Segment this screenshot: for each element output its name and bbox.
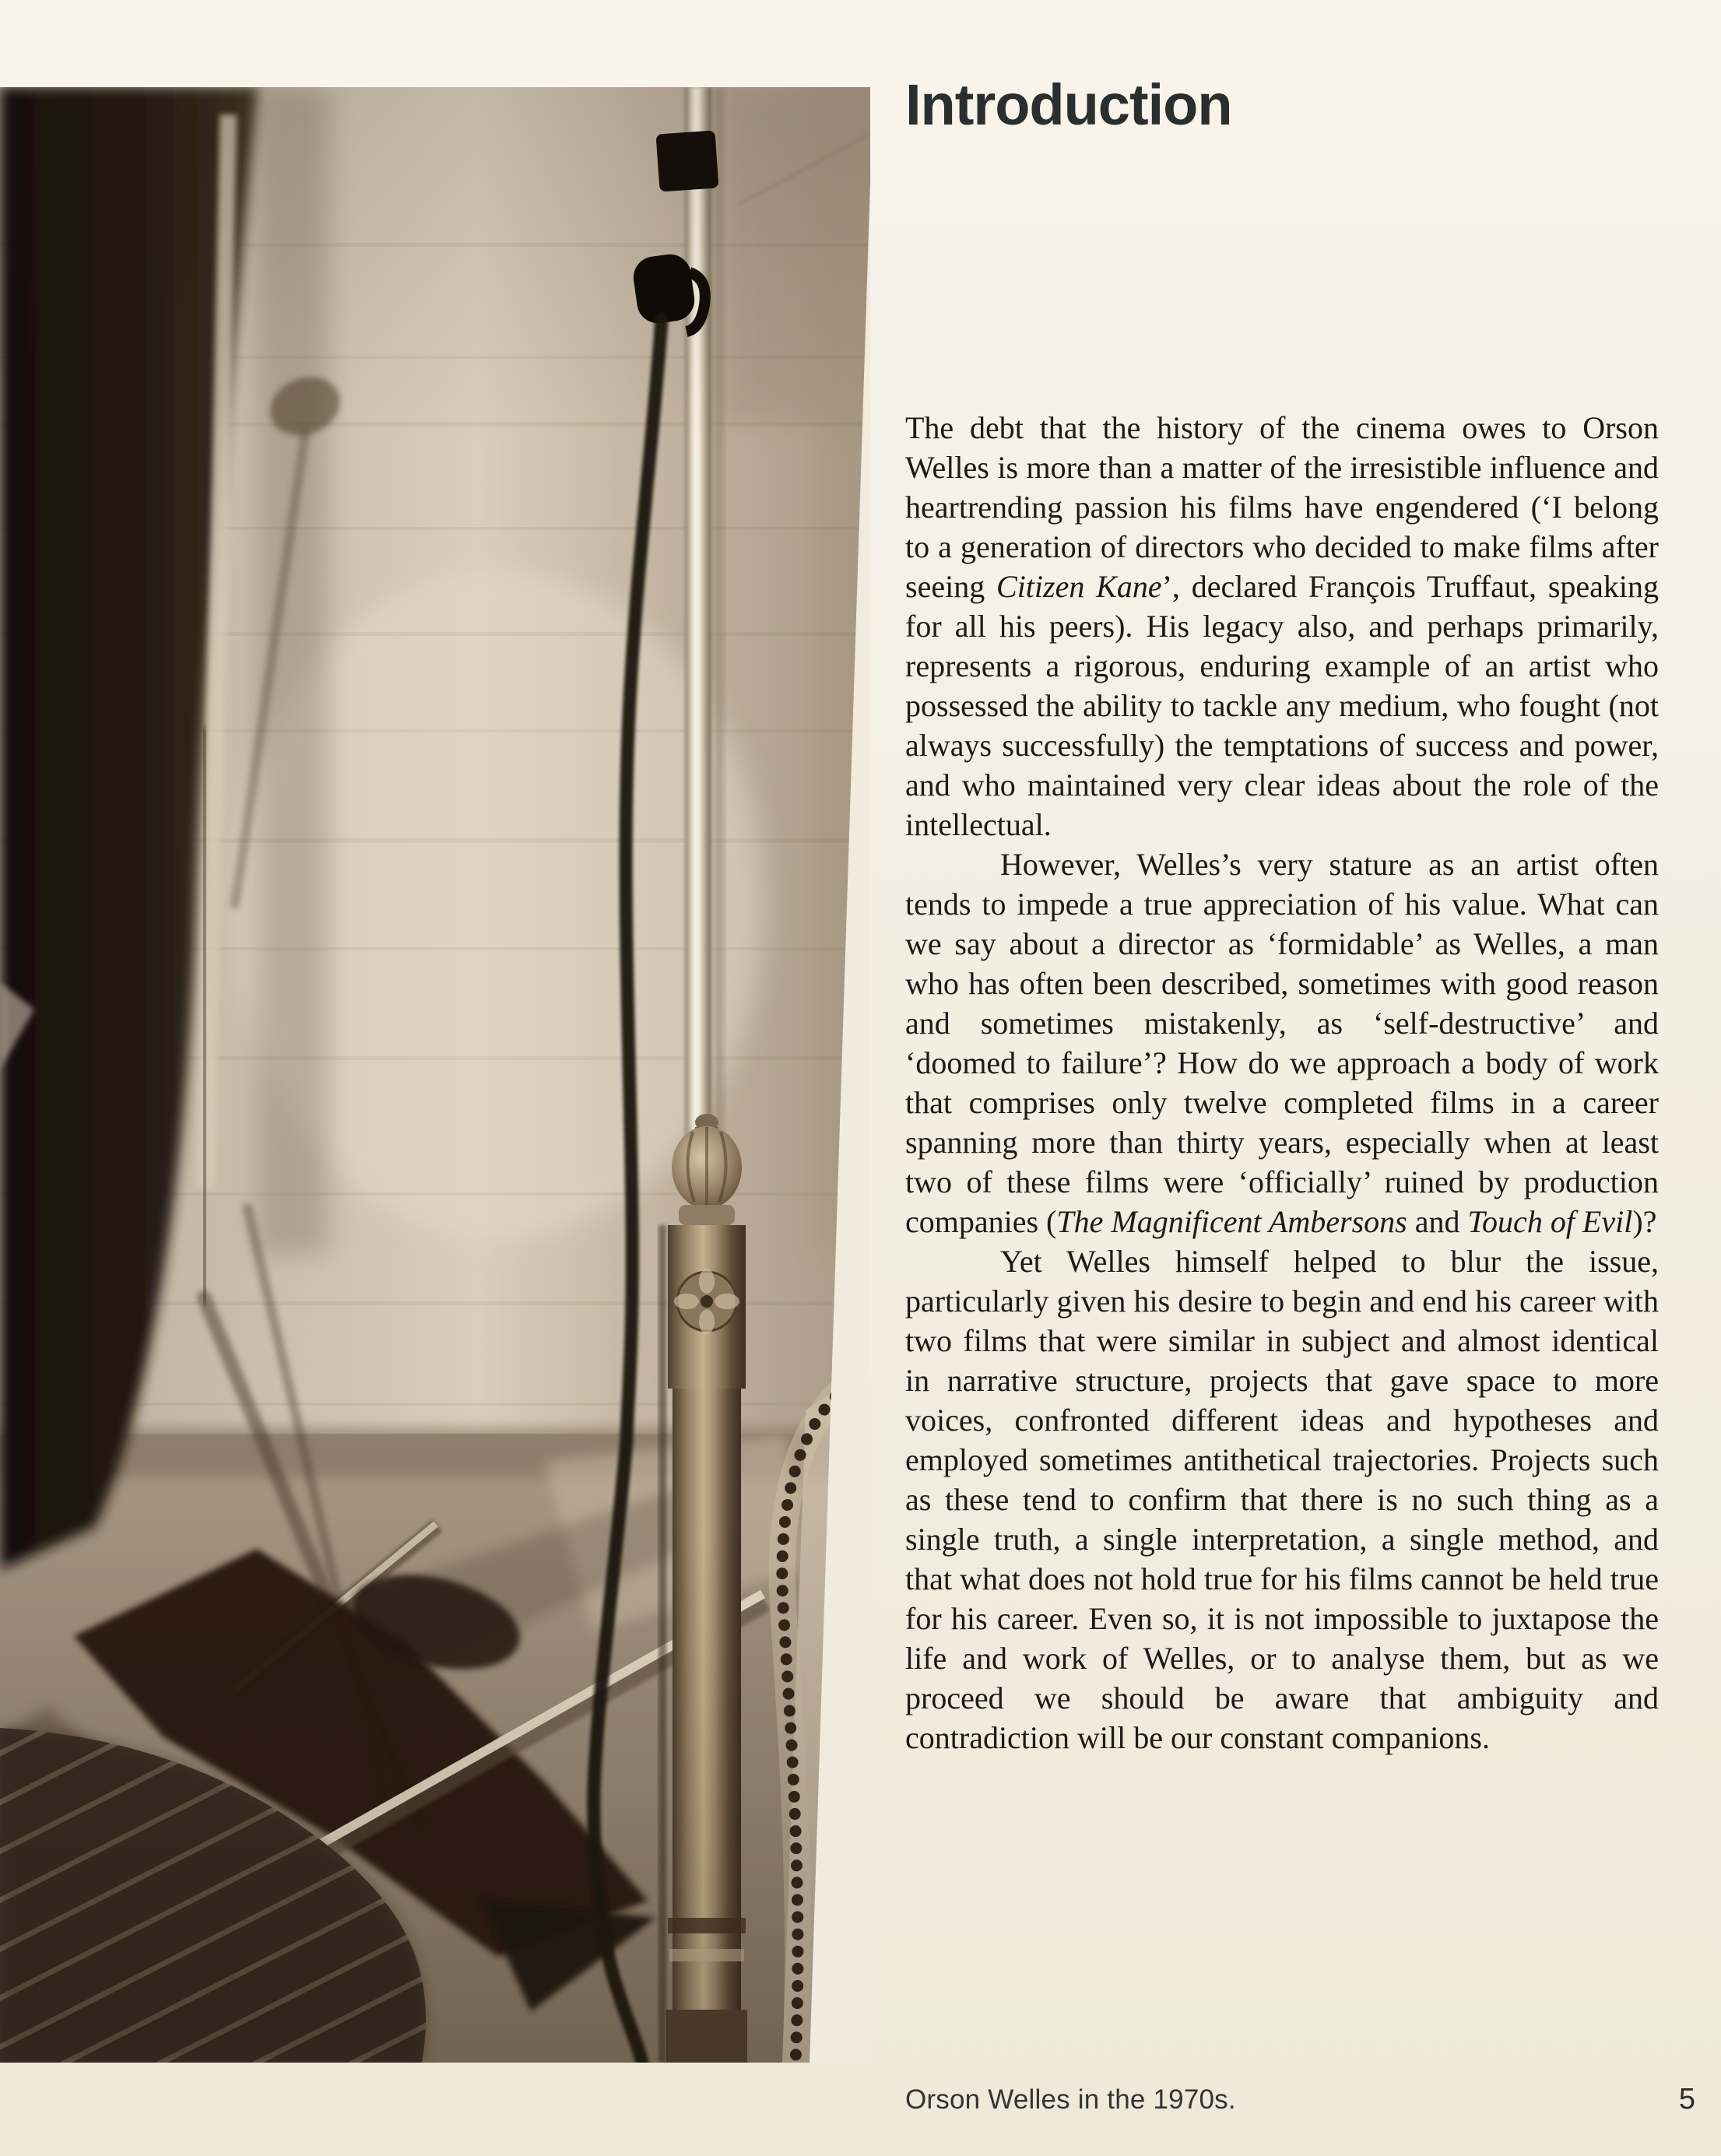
text-run: However, Welles’s very stature as an artist often tends to impede a true appreciation of his value. What can we say about a director as ‘formidable’ as Welles, a man who has often been described, sometimes with good reason and sometimes mistakenly, as ‘self-destructive’ and ‘doomed to failure’? How do we approach a body of work that comprises only twelve completed films in a career spanning more than thirty years, especially when at least two of these films were ‘officially’ ruined by production companies ( bbox=[905, 847, 1659, 1239]
photo-orson-welles-1970s bbox=[0, 87, 870, 2063]
text-run: The debt that the history of the cinema owes to Orson Welles is more than a matter of the irresistible influence and heartrending passion his films have engendered (‘I belong to a generation of directors who decided to make films after seeing bbox=[905, 410, 1659, 604]
text-run: and bbox=[1407, 1204, 1468, 1239]
text-run: )? bbox=[1632, 1204, 1657, 1239]
page-title: Introduction bbox=[905, 72, 1232, 137]
paragraph bbox=[905, 408, 1659, 844]
film-title: The Magnificent Ambersons bbox=[1056, 1204, 1407, 1239]
caption-row bbox=[905, 2083, 1695, 2116]
paragraph bbox=[905, 844, 1659, 1241]
photo-illustration bbox=[0, 87, 870, 2063]
film-title: Citizen Kane bbox=[996, 569, 1162, 604]
paragraph bbox=[905, 1241, 1659, 1757]
page-number: 5 bbox=[1678, 2083, 1695, 2116]
photo-caption: Orson Welles in the 1970s. bbox=[905, 2084, 1236, 2115]
text-run: Yet Welles himself helped to blur the issue, particularly given his desire to begin and end his career with two films that were similar in subject and almost identical in narrative structure, projects that gave space to more voices, confronted different ideas and hypotheses and employed sometimes antithetical trajectories. Projects such as these tend to confirm that there is no such thing as a single truth, a single interpretation, a single method, and that what does not hold true for his films cannot be held true for his career. Even so, it is not impossible to juxtapose the life and work of Welles, or to analyse them, but as we proceed we should be aware that ambiguity and contradiction will be our constant companions. bbox=[905, 1244, 1659, 1755]
text-run: ’, declared François Truffaut, speaking for all his peers). His legacy also, and perhaps primarily, represents a rigorous, enduring example of an artist who possessed the ability to tackle any medium, who fought (not always successfully) the temptations of success and power, and who maintained very clear ideas about the role of the intellectual. bbox=[905, 569, 1660, 842]
photo-vignette bbox=[0, 87, 870, 2063]
body-text bbox=[905, 408, 1659, 1757]
film-title: Touch of Evil bbox=[1467, 1204, 1633, 1239]
